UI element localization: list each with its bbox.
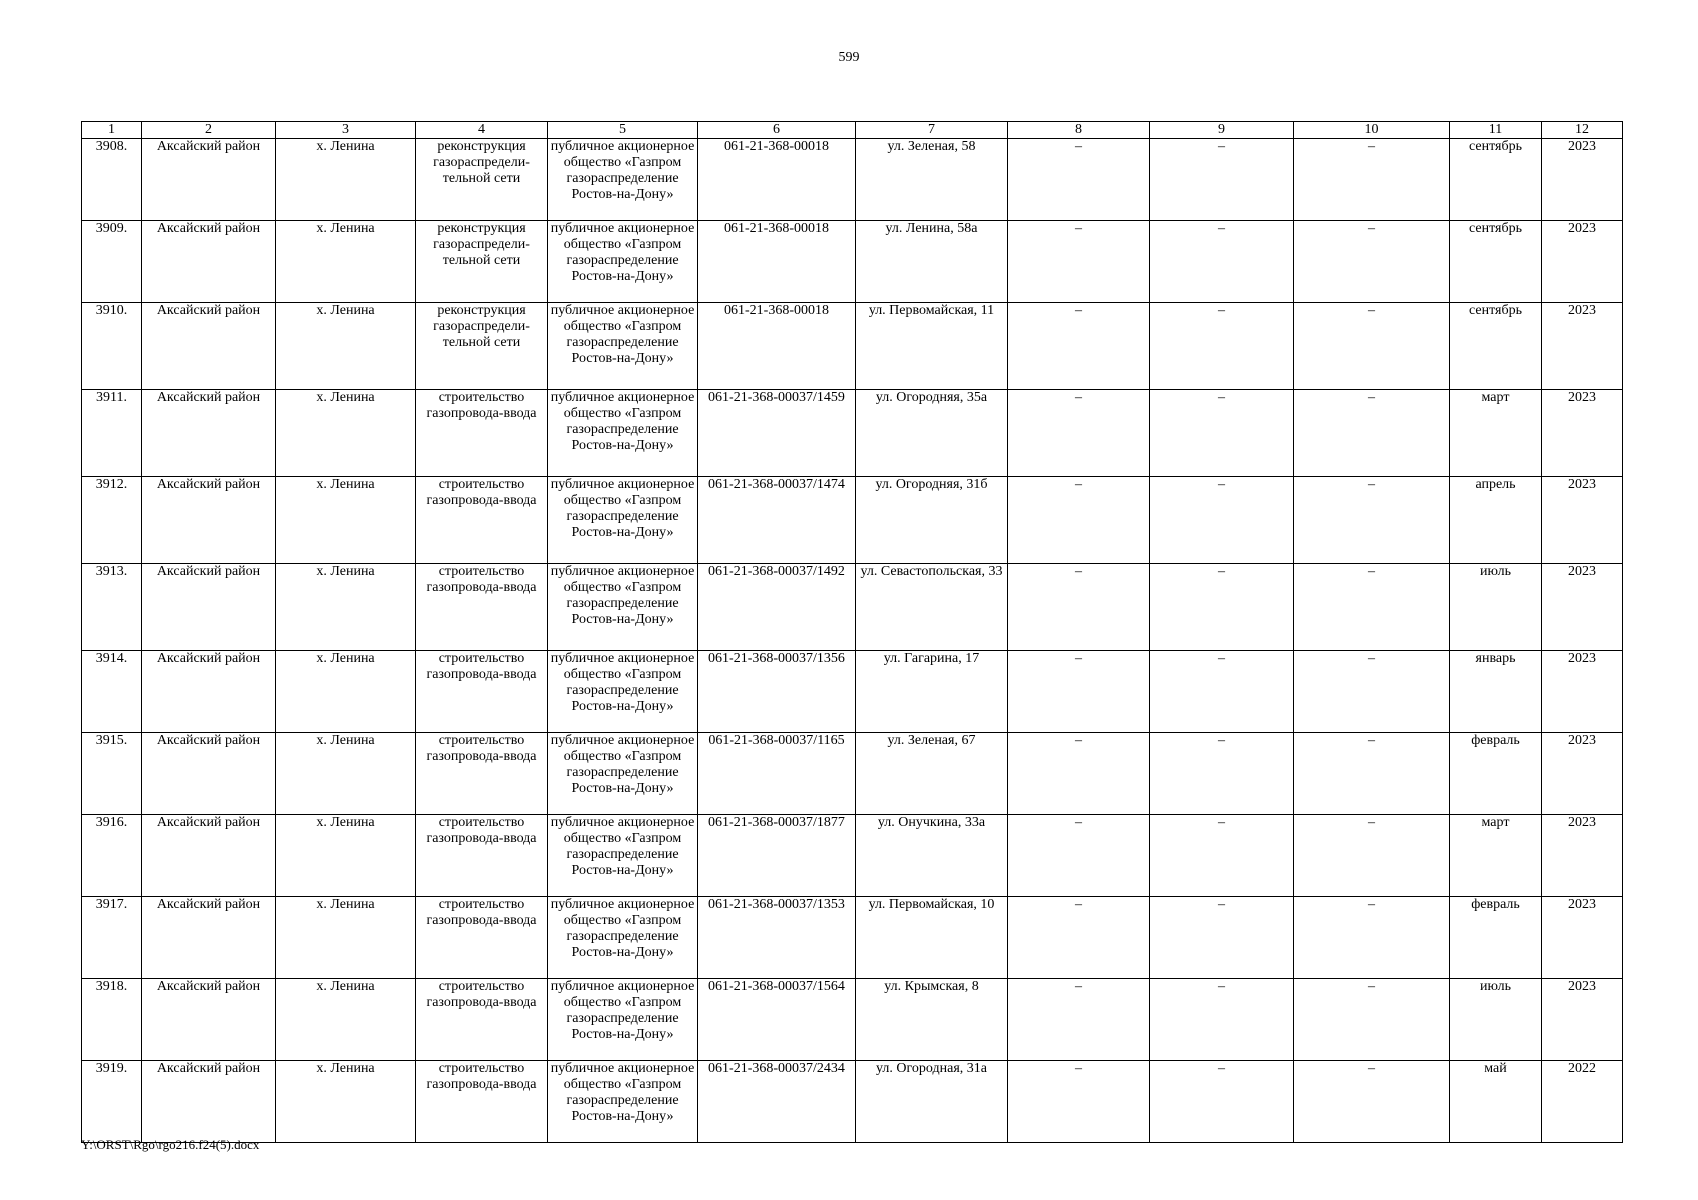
column-9-cell: – xyxy=(1150,733,1294,815)
column-10-cell: – xyxy=(1294,303,1450,390)
address-cell: ул. Онучкина, 33а xyxy=(856,815,1008,897)
table-row xyxy=(82,651,1623,733)
row-number: 3915. xyxy=(82,733,142,815)
column-9-cell: – xyxy=(1150,303,1294,390)
month-cell: март xyxy=(1450,390,1542,477)
column-header: 12 xyxy=(1542,122,1623,139)
month-cell: апрель xyxy=(1450,477,1542,564)
month-cell: март xyxy=(1450,815,1542,897)
row-number: 3912. xyxy=(82,477,142,564)
address-cell: ул. Первомайская, 10 xyxy=(856,897,1008,979)
column-header: 7 xyxy=(856,122,1008,139)
address-cell: ул. Первомайская, 11 xyxy=(856,303,1008,390)
program-code-cell: 061-21-368-00018 xyxy=(698,139,856,221)
column-9-cell: – xyxy=(1150,221,1294,303)
settlement-cell: х. Ленина xyxy=(276,139,416,221)
year-cell: 2022 xyxy=(1542,1061,1623,1143)
settlement-cell: х. Ленина xyxy=(276,897,416,979)
table-row xyxy=(82,303,1623,390)
row-number: 3917. xyxy=(82,897,142,979)
year-cell: 2023 xyxy=(1542,651,1623,733)
column-9-cell: – xyxy=(1150,477,1294,564)
settlement-cell: х. Ленина xyxy=(276,733,416,815)
column-10-cell: – xyxy=(1294,221,1450,303)
table-row xyxy=(82,733,1623,815)
column-header: 4 xyxy=(416,122,548,139)
address-cell: ул. Зеленая, 67 xyxy=(856,733,1008,815)
organization-cell: публичное акционерное общество «Газпром газораспределение Ростов-на-Дону» xyxy=(548,139,698,221)
program-code-cell: 061-21-368-00037/1165 xyxy=(698,733,856,815)
organization-cell: публичное акционерное общество «Газпром газораспределение Ростов-на-Дону» xyxy=(548,564,698,651)
column-9-cell: – xyxy=(1150,564,1294,651)
table-row xyxy=(82,979,1623,1061)
organization-cell: публичное акционерное общество «Газпром газораспределение Ростов-на-Дону» xyxy=(548,897,698,979)
column-8-cell: – xyxy=(1008,1061,1150,1143)
column-8-cell: – xyxy=(1008,139,1150,221)
table-row xyxy=(82,139,1623,221)
row-number: 3908. xyxy=(82,139,142,221)
district-cell: Аксайский район xyxy=(142,897,276,979)
column-10-cell: – xyxy=(1294,979,1450,1061)
settlement-cell: х. Ленина xyxy=(276,1061,416,1143)
address-cell: ул. Ленина, 58а xyxy=(856,221,1008,303)
row-number: 3919. xyxy=(82,1061,142,1143)
district-cell: Аксайский район xyxy=(142,815,276,897)
address-cell: ул. Гагарина, 17 xyxy=(856,651,1008,733)
column-8-cell: – xyxy=(1008,733,1150,815)
settlement-cell: х. Ленина xyxy=(276,651,416,733)
district-cell: Аксайский район xyxy=(142,477,276,564)
column-9-cell: – xyxy=(1150,651,1294,733)
organization-cell: публичное акционерное общество «Газпром газораспределение Ростов-на-Дону» xyxy=(548,390,698,477)
district-cell: Аксайский район xyxy=(142,979,276,1061)
table-row xyxy=(82,390,1623,477)
month-cell: июль xyxy=(1450,564,1542,651)
district-cell: Аксайский район xyxy=(142,221,276,303)
organization-cell: публичное акционерное общество «Газпром газораспределение Ростов-на-Дону» xyxy=(548,979,698,1061)
column-10-cell: – xyxy=(1294,564,1450,651)
column-10-cell: – xyxy=(1294,390,1450,477)
table-row xyxy=(82,221,1623,303)
column-header: 3 xyxy=(276,122,416,139)
work-type-cell: строительство газопровода-ввода xyxy=(416,733,548,815)
column-9-cell: – xyxy=(1150,139,1294,221)
column-header: 1 xyxy=(82,122,142,139)
settlement-cell: х. Ленина xyxy=(276,815,416,897)
table-row xyxy=(82,477,1623,564)
organization-cell: публичное акционерное общество «Газпром газораспределение Ростов-на-Дону» xyxy=(548,651,698,733)
column-8-cell: – xyxy=(1008,897,1150,979)
month-cell: январь xyxy=(1450,651,1542,733)
work-type-cell: строительство газопровода-ввода xyxy=(416,1061,548,1143)
organization-cell: публичное акционерное общество «Газпром газораспределение Ростов-на-Дону» xyxy=(548,1061,698,1143)
settlement-cell: х. Ленина xyxy=(276,564,416,651)
district-cell: Аксайский район xyxy=(142,390,276,477)
settlement-cell: х. Ленина xyxy=(276,221,416,303)
footer-file-path: Y:\ORST\Rgo\rgo216.f24(5).docx xyxy=(81,1137,260,1152)
settlement-cell: х. Ленина xyxy=(276,477,416,564)
row-number: 3910. xyxy=(82,303,142,390)
column-header: 8 xyxy=(1008,122,1150,139)
year-cell: 2023 xyxy=(1542,897,1623,979)
column-header: 2 xyxy=(142,122,276,139)
column-10-cell: – xyxy=(1294,733,1450,815)
month-cell: сентябрь xyxy=(1450,221,1542,303)
year-cell: 2023 xyxy=(1542,564,1623,651)
program-code-cell: 061-21-368-00037/1356 xyxy=(698,651,856,733)
column-8-cell: – xyxy=(1008,303,1150,390)
address-cell: ул. Огородняя, 35а xyxy=(856,390,1008,477)
district-cell: Аксайский район xyxy=(142,651,276,733)
column-9-cell: – xyxy=(1150,979,1294,1061)
column-10-cell: – xyxy=(1294,651,1450,733)
table-row xyxy=(82,815,1623,897)
organization-cell: публичное акционерное общество «Газпром газораспределение Ростов-на-Дону» xyxy=(548,815,698,897)
program-code-cell: 061-21-368-00037/2434 xyxy=(698,1061,856,1143)
year-cell: 2023 xyxy=(1542,733,1623,815)
column-8-cell: – xyxy=(1008,651,1150,733)
district-cell: Аксайский район xyxy=(142,564,276,651)
program-code-cell: 061-21-368-00018 xyxy=(698,303,856,390)
page-number: 599 xyxy=(838,50,860,65)
work-type-cell: строительство газопровода-ввода xyxy=(416,564,548,651)
program-code-cell: 061-21-368-00037/1877 xyxy=(698,815,856,897)
month-cell: сентябрь xyxy=(1450,303,1542,390)
column-8-cell: – xyxy=(1008,221,1150,303)
program-code-cell: 061-21-368-00037/1459 xyxy=(698,390,856,477)
work-type-cell: реконструкция газораспредели-тельной сети xyxy=(416,139,548,221)
column-10-cell: – xyxy=(1294,477,1450,564)
column-8-cell: – xyxy=(1008,564,1150,651)
header-row xyxy=(82,122,1623,139)
work-type-cell: строительство газопровода-ввода xyxy=(416,979,548,1061)
column-header: 5 xyxy=(548,122,698,139)
district-cell: Аксайский район xyxy=(142,139,276,221)
row-number: 3918. xyxy=(82,979,142,1061)
year-cell: 2023 xyxy=(1542,815,1623,897)
organization-cell: публичное акционерное общество «Газпром газораспределение Ростов-на-Дону» xyxy=(548,477,698,564)
column-8-cell: – xyxy=(1008,477,1150,564)
settlement-cell: х. Ленина xyxy=(276,979,416,1061)
column-8-cell: – xyxy=(1008,979,1150,1061)
row-number: 3914. xyxy=(82,651,142,733)
year-cell: 2023 xyxy=(1542,221,1623,303)
column-9-cell: – xyxy=(1150,815,1294,897)
address-cell: ул. Огородняя, 31б xyxy=(856,477,1008,564)
month-cell: июль xyxy=(1450,979,1542,1061)
work-type-cell: реконструкция газораспредели-тельной сети xyxy=(416,221,548,303)
row-number: 3913. xyxy=(82,564,142,651)
table-row xyxy=(82,897,1623,979)
row-number: 3916. xyxy=(82,815,142,897)
column-9-cell: – xyxy=(1150,1061,1294,1143)
settlement-cell: х. Ленина xyxy=(276,303,416,390)
row-number: 3909. xyxy=(82,221,142,303)
address-cell: ул. Огородная, 31а xyxy=(856,1061,1008,1143)
work-type-cell: строительство газопровода-ввода xyxy=(416,651,548,733)
column-10-cell: – xyxy=(1294,897,1450,979)
column-10-cell: – xyxy=(1294,815,1450,897)
year-cell: 2023 xyxy=(1542,390,1623,477)
work-type-cell: строительство газопровода-ввода xyxy=(416,897,548,979)
data-table xyxy=(81,121,1623,1143)
address-cell: ул. Крымская, 8 xyxy=(856,979,1008,1061)
month-cell: февраль xyxy=(1450,733,1542,815)
program-code-cell: 061-21-368-00037/1353 xyxy=(698,897,856,979)
district-cell: Аксайский район xyxy=(142,303,276,390)
district-cell: Аксайский район xyxy=(142,1061,276,1143)
column-header: 10 xyxy=(1294,122,1450,139)
work-type-cell: реконструкция газораспредели-тельной сети xyxy=(416,303,548,390)
column-9-cell: – xyxy=(1150,390,1294,477)
column-header: 6 xyxy=(698,122,856,139)
month-cell: май xyxy=(1450,1061,1542,1143)
year-cell: 2023 xyxy=(1542,979,1623,1061)
column-8-cell: – xyxy=(1008,390,1150,477)
settlement-cell: х. Ленина xyxy=(276,390,416,477)
program-code-cell: 061-21-368-00037/1492 xyxy=(698,564,856,651)
program-code-cell: 061-21-368-00037/1474 xyxy=(698,477,856,564)
month-cell: сентябрь xyxy=(1450,139,1542,221)
program-code-cell: 061-21-368-00018 xyxy=(698,221,856,303)
organization-cell: публичное акционерное общество «Газпром газораспределение Ростов-на-Дону» xyxy=(548,733,698,815)
address-cell: ул. Севастопольская, 33 xyxy=(856,564,1008,651)
work-type-cell: строительство газопровода-ввода xyxy=(416,390,548,477)
work-type-cell: строительство газопровода-ввода xyxy=(416,477,548,564)
table-row xyxy=(82,1061,1623,1143)
address-cell: ул. Зеленая, 58 xyxy=(856,139,1008,221)
month-cell: февраль xyxy=(1450,897,1542,979)
district-cell: Аксайский район xyxy=(142,733,276,815)
table-row xyxy=(82,564,1623,651)
column-8-cell: – xyxy=(1008,815,1150,897)
program-code-cell: 061-21-368-00037/1564 xyxy=(698,979,856,1061)
work-type-cell: строительство газопровода-ввода xyxy=(416,815,548,897)
column-10-cell: – xyxy=(1294,1061,1450,1143)
column-header: 11 xyxy=(1450,122,1542,139)
year-cell: 2023 xyxy=(1542,139,1623,221)
column-10-cell: – xyxy=(1294,139,1450,221)
organization-cell: публичное акционерное общество «Газпром газораспределение Ростов-на-Дону» xyxy=(548,303,698,390)
row-number: 3911. xyxy=(82,390,142,477)
column-header: 9 xyxy=(1150,122,1294,139)
year-cell: 2023 xyxy=(1542,477,1623,564)
column-9-cell: – xyxy=(1150,897,1294,979)
year-cell: 2023 xyxy=(1542,303,1623,390)
organization-cell: публичное акционерное общество «Газпром газораспределение Ростов-на-Дону» xyxy=(548,221,698,303)
